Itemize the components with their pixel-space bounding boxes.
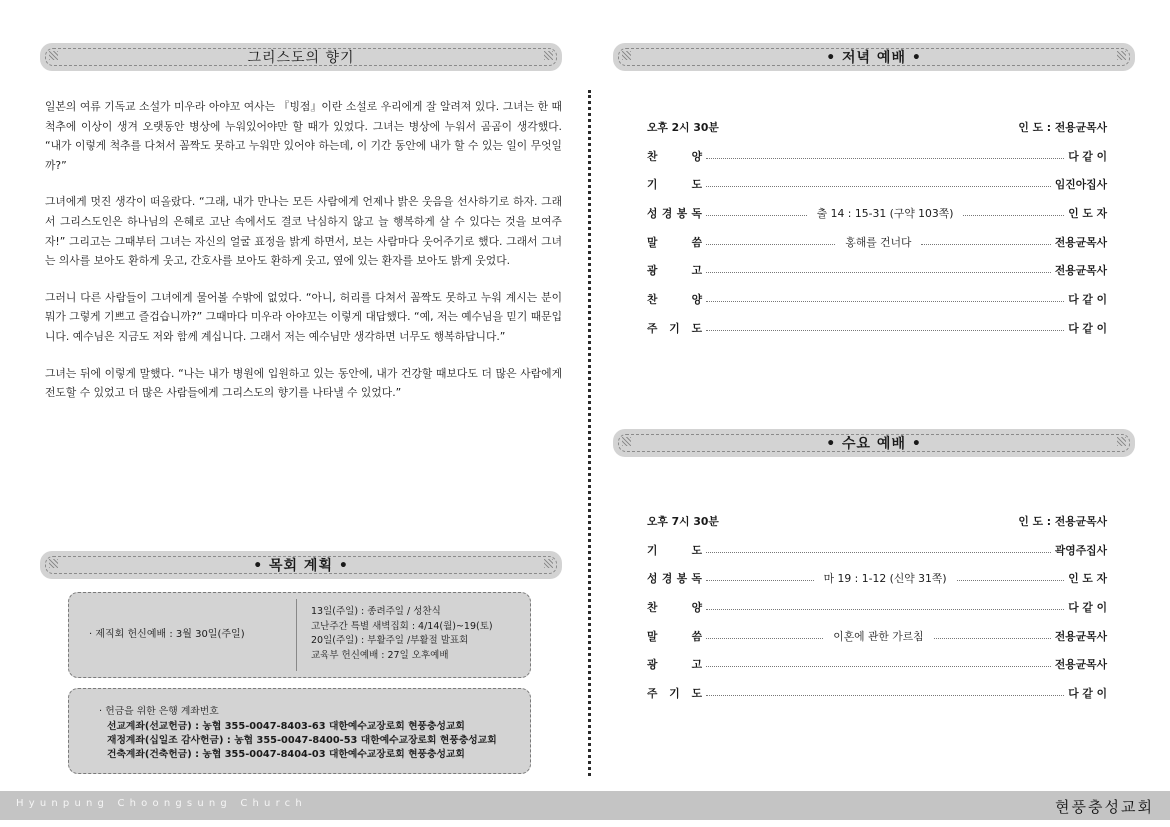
bank-line: 재정계좌(십일조 감사헌금) : 농협 355-0047-8400-53 대한예수교장로회 현풍충성교회 (107, 735, 497, 746)
order-label (647, 292, 702, 307)
dotted-leader (706, 666, 1051, 667)
order-label (647, 321, 702, 336)
order-row (647, 228, 1107, 257)
order-label-char: 씀 (691, 235, 702, 249)
order-row (647, 142, 1107, 171)
order-value: 곽영주집사 (1054, 543, 1107, 557)
plan-item: 20일(주일) : 부활주일 /부활절 발표회 (311, 635, 469, 646)
order-label-char: 도 (691, 543, 702, 557)
order-value: 인 도 자 (1068, 572, 1107, 586)
order-label-char: 기 (647, 178, 658, 192)
order-label-char: 봉 (676, 206, 688, 220)
order-label-char: 찬 (647, 292, 658, 306)
bank-line: 선교계좌(선교헌금) : 농협 355-0047-8403-63 대한예수교장로회 현풍충성교회 (107, 721, 465, 732)
order-label-char: 말 (647, 235, 658, 249)
bank-title: · 헌금을 위한 은행 계좌번호 (99, 706, 219, 717)
dotted-leader (706, 552, 1051, 553)
plan-item: 13일(주일) : 종려주일 / 성찬식 (311, 606, 441, 617)
plan-title: • 목회 계획 • (253, 558, 349, 574)
corner-pattern-icon (622, 437, 631, 446)
wednesday-title-banner (613, 429, 1135, 457)
evening-leader: 인 도 : 전용균목사 (1018, 120, 1107, 134)
order-label-char: 성 (647, 572, 658, 586)
order-label-char: 고 (691, 658, 702, 672)
order-label (647, 149, 702, 164)
order-label (647, 629, 702, 644)
order-label (647, 235, 702, 250)
dotted-leader (706, 638, 823, 639)
order-label-char: 광 (647, 264, 658, 278)
order-label (647, 177, 702, 192)
corner-pattern-icon (1117, 437, 1126, 446)
dotted-leader (706, 580, 814, 581)
dotted-leader (934, 638, 1051, 639)
dotted-leader (706, 215, 807, 216)
order-label (647, 206, 702, 221)
article-paragraph: 그녀에게 멋진 생각이 떠올랐다. “그래, 내가 만나는 모든 사람에게 언제나 밝은 웃음을 선사하기로 하자. 그래서 그리스도인은 하나님의 은혜로 고난 속에서도 결코 낙심하지 않고 늘 행복하게 살 수 있다는 것을 보여주자!” 그리고는 그때부터 그녀는 자신의 얼굴 표정을 밝게 하면서, 보는 사람마다 웃어주기로 했다. 그래서 그녀는 의사를 보아도 환하게 웃고, 간호사를 보아도 환하게 웃고, 옆에 있는 환자를 보아도 밝게 웃었다. (45, 195, 562, 268)
order-label-char: 독 (691, 572, 702, 586)
footer-bar (0, 791, 1170, 820)
dotted-leader (957, 580, 1065, 581)
order-row (647, 593, 1107, 622)
order-label-char: 말 (647, 629, 658, 643)
plan-item: 교육부 헌신예배 : 27일 오후예배 (311, 649, 449, 661)
order-value: 다 같 이 (1068, 600, 1107, 614)
order-label-char: 양 (691, 149, 702, 163)
order-label (647, 686, 702, 701)
corner-pattern-icon (1117, 51, 1126, 60)
bank-box (68, 688, 531, 774)
corner-pattern-icon (544, 51, 553, 60)
wednesday-order (647, 507, 1107, 708)
order-label-char: 경 (661, 206, 673, 220)
evening-title: • 저녁 예배 • (826, 50, 922, 66)
footer-church-english: Hyunpung Choongsung Church (16, 798, 307, 809)
dotted-leader (706, 301, 1064, 302)
article-title: 그리스도의 향기 (247, 50, 355, 66)
order-row (647, 285, 1107, 314)
dotted-leader (921, 244, 1050, 245)
plan-title-banner (40, 551, 562, 579)
order-label-char: 기 (669, 321, 680, 335)
dotted-leader (706, 609, 1064, 610)
evening-header-row (647, 113, 1107, 142)
order-value: 다 같 이 (1068, 149, 1107, 163)
order-row (647, 679, 1107, 708)
order-value: 다 같 이 (1068, 686, 1107, 700)
order-detail: 출 14 : 15-31 (구약 103쪽) (816, 206, 954, 220)
evening-title-banner (613, 43, 1135, 71)
order-detail: 이혼에 관한 가르침 (833, 629, 924, 643)
order-label-char: 고 (691, 264, 702, 278)
order-value: 다 같 이 (1068, 292, 1107, 306)
order-value: 전용균목사 (1054, 658, 1107, 672)
order-label-char: 주 (647, 321, 658, 335)
order-label (647, 657, 702, 672)
order-label-char: 기 (669, 686, 680, 700)
order-label-char: 도 (691, 321, 702, 335)
order-label-char: 성 (647, 206, 658, 220)
order-detail: 홍해를 건너다 (845, 235, 912, 249)
footer-church-korean: 현풍충성교회 (1055, 798, 1154, 816)
evening-time: 오후 2시 30분 (647, 120, 719, 134)
evening-order (647, 113, 1107, 343)
order-label-char: 도 (691, 178, 702, 192)
corner-pattern-icon (622, 51, 631, 60)
order-row (647, 564, 1107, 593)
plan-right-list (311, 605, 493, 663)
order-label-char: 광 (647, 658, 658, 672)
order-value: 전용균목사 (1054, 629, 1107, 643)
order-label-char: 주 (647, 686, 658, 700)
plan-box (68, 592, 531, 678)
dotted-leader (706, 330, 1064, 331)
dotted-leader (963, 215, 1064, 216)
order-row (647, 536, 1107, 565)
corner-pattern-icon (544, 559, 553, 568)
order-label-char: 양 (691, 292, 702, 306)
article-paragraph: 그녀는 뒤에 이렇게 말했다. “나는 내가 병원에 입원하고 있는 동안에, 내가 건강할 때보다도 더 많은 사람에게 전도할 수 있었고 더 많은 사람들에게 그리스도의 향기를 나타낼 수 있었다.” (45, 366, 562, 400)
corner-pattern-icon (49, 51, 58, 60)
order-value: 다 같 이 (1068, 321, 1107, 335)
plan-item: 고난주간 특별 새벽집회 : 4/14(월)~19(토) (311, 620, 493, 632)
order-row (647, 256, 1107, 285)
wednesday-leader: 인 도 : 전용균목사 (1018, 514, 1107, 528)
order-detail: 마 19 : 1-12 (신약 31쪽) (823, 572, 947, 586)
order-label-char: 씀 (691, 629, 702, 643)
order-label-char: 기 (647, 543, 658, 557)
corner-pattern-icon (49, 559, 58, 568)
order-label-char: 경 (661, 572, 673, 586)
bank-lines (107, 720, 497, 762)
dotted-leader (706, 158, 1064, 159)
order-label-char: 양 (691, 600, 702, 614)
bank-line: 건축계좌(건축헌금) : 농협 355-0047-8404-03 대한예수교장로회 현풍충성교회 (107, 749, 465, 760)
dotted-leader (706, 186, 1051, 187)
order-label (647, 543, 702, 558)
order-label (647, 263, 702, 278)
plan-divider (296, 599, 297, 671)
dotted-leader (706, 695, 1064, 696)
order-label-char: 찬 (647, 149, 658, 163)
order-label-char: 독 (691, 206, 702, 220)
wednesday-time: 오후 7시 30분 (647, 514, 719, 528)
order-row (647, 199, 1107, 228)
order-row (647, 622, 1107, 651)
order-value: 전용균목사 (1054, 264, 1107, 278)
article-body (45, 97, 562, 420)
order-label-char: 도 (691, 686, 702, 700)
order-label (647, 600, 702, 615)
order-label (647, 571, 702, 586)
order-label-char: 찬 (647, 600, 658, 614)
dotted-leader (706, 272, 1051, 273)
order-value: 임진아집사 (1054, 178, 1107, 192)
article-paragraph: 일본의 여류 기독교 소설가 미우라 아야꼬 여사는 『빙점』이란 소설로 우리에게 잘 알려져 있다. 그녀는 한 때 척추에 이상이 생겨 오랫동안 병상에 누워있어야만 할 때가 있었다. 그녀는 병상에 누워서 곰곰이 생각했다. “내가 이렇게 척추를 다쳐서 꼼짝도 못하고 누워만 있어야 하는데, 이 기간 동안에 내가 할 수 있는 일이 무엇일까?” (45, 100, 562, 172)
wednesday-title: • 수요 예배 • (826, 436, 922, 452)
order-row (647, 170, 1107, 199)
plan-left-item: · 제직회 헌신예배 : 3월 30일(주일) (89, 629, 245, 640)
column-divider (588, 90, 591, 776)
wednesday-header-row (647, 507, 1107, 536)
order-value: 인 도 자 (1068, 206, 1108, 220)
order-row (647, 314, 1107, 343)
article-title-banner (40, 43, 562, 71)
order-row (647, 650, 1107, 679)
dotted-leader (706, 244, 835, 245)
order-value: 전용균목사 (1054, 235, 1108, 249)
article-paragraph: 그러니 다른 사람들이 그녀에게 물어볼 수밖에 없었다. “아니, 허리를 다쳐서 꼼짝도 못하고 누워 계시는 분이 뭐가 그렇게 기쁘고 즐겁습니까?” 그때마다 미우라 아야꼬는 이렇게 대답했다. “예, 저는 예수님을 믿기 때문입니다. 예수님은 지금도 저와 함께 계십니다. 그래서 저는 예수님만 생각하면 너무도 행복하답니다.” (45, 290, 562, 343)
order-label-char: 봉 (676, 572, 688, 586)
